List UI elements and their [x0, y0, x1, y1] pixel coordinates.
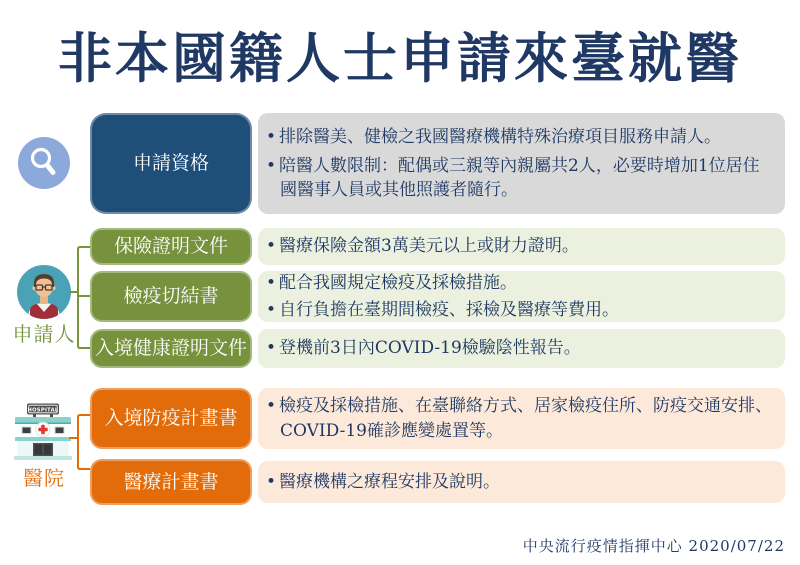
section-insurance-label [90, 228, 252, 265]
section-insurance-content [258, 228, 785, 265]
section-qualification-content [258, 113, 785, 214]
hospital-bracket-connector [58, 406, 92, 486]
bullet-item: • 檢疫及採檢措施、在臺聯絡方式、居家檢疫住所、防疫交通安排、COVID-19確診應變處置等。 [266, 394, 775, 442]
bullet-list [266, 120, 775, 207]
bullet-item: • 排除醫美、健檢之我國醫療機構特殊治療項目服務申請人。 [266, 125, 775, 149]
section-insurance [90, 228, 785, 265]
section-label-text: 醫療計畫書 [123, 470, 219, 493]
bullet-item: • 配合我國規定檢疫及採檢措施。 [266, 271, 775, 295]
section-entry-prevention-plan [90, 388, 785, 449]
section-quarantine-affidavit-content [258, 271, 785, 322]
hospital-sign-text: HOSPITAL [27, 407, 59, 414]
section-health-certificate-content [258, 329, 785, 368]
section-entry-prevention-plan-label [90, 388, 252, 449]
section-medical-plan [90, 459, 785, 505]
source-credit: 中央流行疫情指揮中心 2020/07/22 [522, 537, 785, 555]
bullet-list [266, 468, 775, 496]
bullet-list [266, 232, 775, 260]
section-label-text: 申請資格 [132, 152, 209, 175]
section-label-text: 入境健康證明文件 [94, 337, 247, 360]
bullet-item: • 自行負擔在臺期間檢疫、採檢及醫療等費用。 [266, 298, 775, 322]
search-icon [18, 137, 70, 189]
page-title: 非本國籍人士申請來臺就醫 [58, 26, 742, 90]
hospital-label: 醫院 [23, 466, 65, 490]
bullet-list [266, 392, 775, 444]
section-quarantine-affidavit-label [90, 271, 252, 322]
section-entry-prevention-plan-content [258, 388, 785, 449]
applicant-bracket-connector [58, 240, 92, 355]
bullet-item: • 登機前3日內COVID-19檢驗陰性報告。 [266, 336, 775, 360]
bullet-item: • 陪醫人數限制：配偶或三親等內親屬共2人，必要時增加1位居住國醫事人員或其他照護者隨行。 [266, 154, 775, 202]
bullet-item: • 醫療機構之療程安排及說明。 [266, 470, 775, 494]
section-label-text: 入境防疫計畫書 [104, 407, 238, 430]
bullet-item: • 醫療保險金額3萬美元以上或財力證明。 [266, 234, 775, 258]
section-medical-plan-content [258, 461, 785, 503]
section-medical-plan-label [90, 459, 252, 505]
section-label-text: 檢疫切結書 [123, 285, 219, 308]
bullet-list [266, 334, 775, 362]
section-health-certificate-label [90, 329, 252, 368]
section-qualification-label [90, 113, 252, 214]
section-label-text: 保險證明文件 [113, 235, 228, 258]
section-qualification [90, 113, 785, 214]
applicant-label: 申請人 [12, 322, 76, 346]
section-quarantine-affidavit [90, 271, 785, 322]
bullet-list [266, 269, 775, 323]
section-health-certificate [90, 329, 785, 368]
